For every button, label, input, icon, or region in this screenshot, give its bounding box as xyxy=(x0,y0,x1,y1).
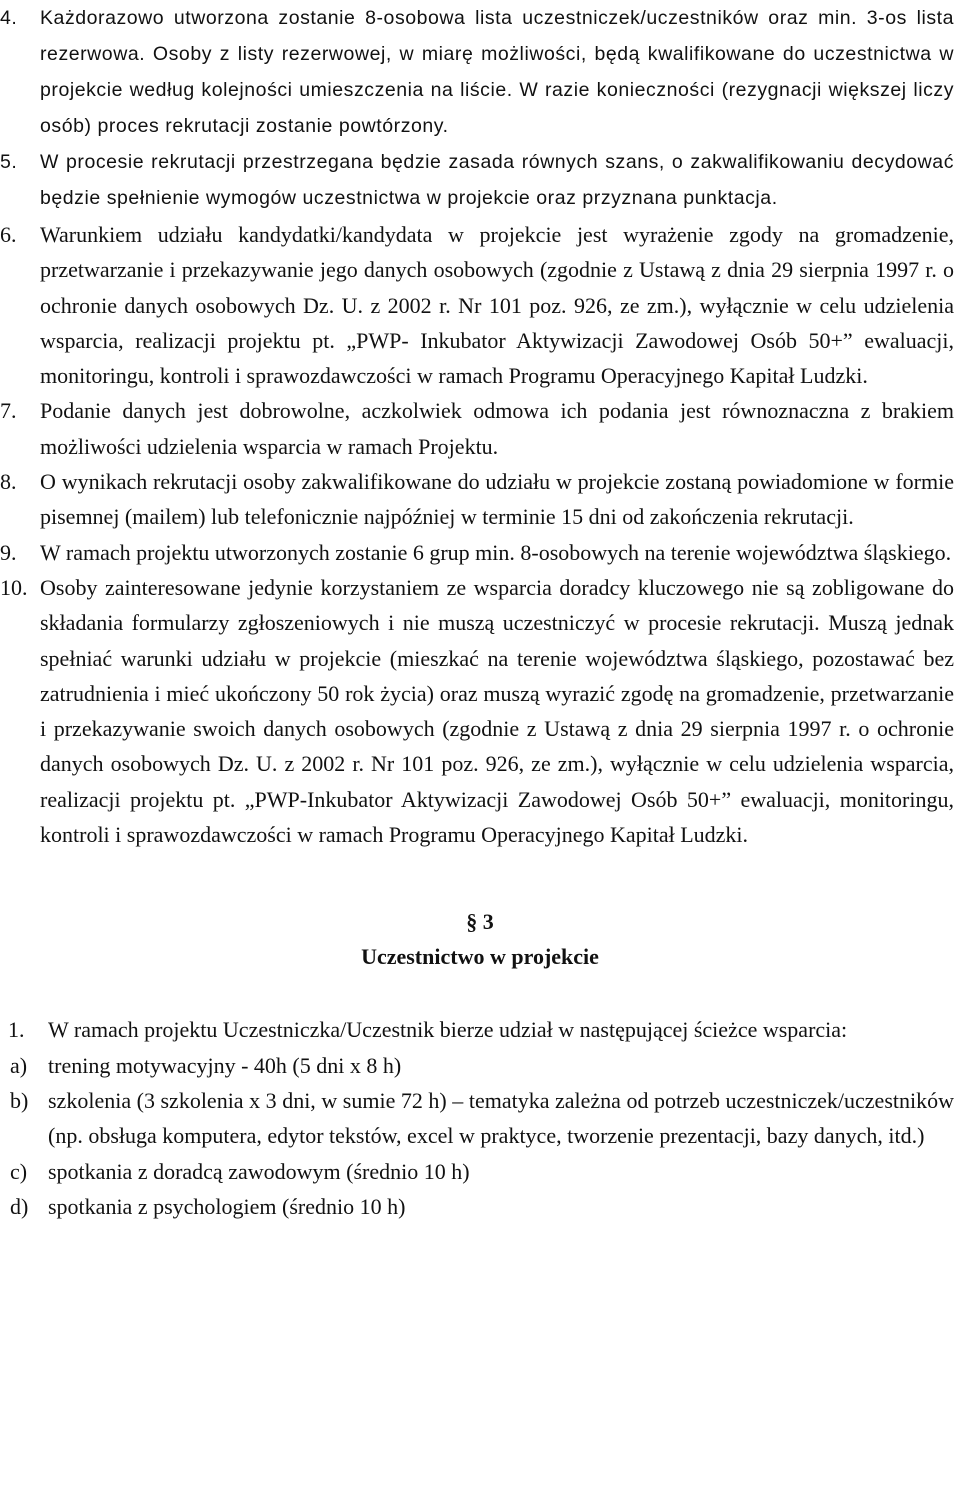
list-item-text: W ramach projektu Uczestniczka/Uczestnik bierze udział w następującej ścieżce wsparcia: xyxy=(48,1017,848,1043)
sub-item-text: spotkania z psychologiem (średnio 10 h) xyxy=(48,1193,406,1219)
list-item-number: 9. xyxy=(0,539,17,565)
list-item-text: Warunkiem udziału kandydatki/kandydata w projekcie jest wyrażenie zgody na gromadzenie, przetwarzanie i przekazywanie jego danych osobowych (zgodnie z Ustawą z dnia 29 sierpnia 1997 r. o ochronie danych osobowych Dz. U. z 2002 r. Nr 101 poz. 926, ze zm.), wyłącznie w celu udzielenia wsparcia, realizacji projektu pt. „PWP- Inkubator Aktywizacji Zawodowej Osób 50+” ewaluacji, monitoringu, kontroli i sprawozdawczości w ramach Programu Operacyjnego Kapitał Ludzki. xyxy=(40,222,954,389)
list-item-number: 1. xyxy=(8,1017,25,1043)
list-item-number: 10. xyxy=(0,574,28,600)
list-item-number: 7. xyxy=(0,398,17,424)
sub-item-b xyxy=(0,1083,960,1154)
list-item-text: Każdorazowo utworzona zostanie 8-osobowa lista uczestniczek/uczestników oraz min. 3-os lista rezerwowa. Osoby z listy rezerwowej, w miarę możliwości, będą kwalifikowane do uczestnictwa w projekcie według kolejności umieszczenia na liście. W razie konieczności (rezygnacji większej liczy osób) proces rekrutacji zostanie powtórzony. xyxy=(40,7,954,137)
list-item-number: 6. xyxy=(0,222,17,247)
sub-item-text: szkolenia (3 szkolenia x 3 dni, w sumie 72 h) – tematyka zależna od potrzeb uczestniczek/uczestników (np. obsługa komputera, edytor tekstów, excel w praktyce, tworzenie prezentacji, bazy danych, itd.) xyxy=(48,1087,954,1149)
list-item xyxy=(0,393,960,464)
sub-item-d xyxy=(0,1189,960,1224)
section-paragraph-sign: § 3 xyxy=(466,909,494,935)
list-item-text: Podanie danych jest dobrowolne, aczkolwiek odmowa ich podania jest równoznaczna z brakiem możliwości udzielenia wsparcia w ramach Projektu. xyxy=(40,398,954,459)
list-item xyxy=(0,464,960,535)
sub-item-letter: c) xyxy=(10,1158,28,1184)
list-item xyxy=(0,0,960,144)
section-title: Uczestnictwo w projekcie xyxy=(361,944,599,970)
list-item-number: 5. xyxy=(0,151,18,173)
sub-item-letter: d) xyxy=(10,1193,29,1219)
section-heading xyxy=(0,904,960,974)
list-item xyxy=(0,144,960,216)
list-item xyxy=(0,535,960,570)
list-item-number: 4. xyxy=(0,7,18,29)
sub-item-a xyxy=(0,1048,960,1083)
section-list xyxy=(0,1012,960,1224)
list-item-text: O wynikach rekrutacji osoby zakwalifikowane do udziału w projekcie zostaną powiadomione w formie pisemnej (mailem) lub telefonicznie najpóźniej w terminie 15 dni od zakończenia rekrutacji. xyxy=(40,469,954,530)
sub-item-letter: a) xyxy=(10,1052,28,1078)
list-item-text: W ramach projektu utworzonych zostanie 6 grup min. 8-osobowych na terenie województwa śląskiego. xyxy=(40,539,952,565)
sub-item-letter: b) xyxy=(10,1087,29,1113)
list-item-text: W procesie rekrutacji przestrzegana będzie zasada równych szans, o zakwalifikowaniu decydować będzie spełnienie wymogów uczestnictwa w projekcie oraz przyznana punktacja. xyxy=(40,151,954,209)
sub-item-text: spotkania z doradcą zawodowym (średnio 10 h) xyxy=(48,1158,470,1184)
sub-item-c xyxy=(0,1154,960,1189)
list-item xyxy=(0,570,960,852)
list-item-number: 8. xyxy=(0,469,17,495)
list-item-text: Osoby zainteresowane jedynie korzystaniem ze wsparcia doradcy kluczowego nie są zobligowane do składania formularzy zgłoszeniowych i nie muszą uczestniczyć w procesie rekrutacji. Muszą jednak spełniać warunki udziału w projekcie (mieszkać na terenie województwa śląskiego, pozostawać bez zatrudnienia i mieć ukończony 50 rok życia) oraz muszą wyrazić zgodę na gromadzenie, przetwarzanie i przekazywanie swoich danych osobowych (zgodnie z Ustawą z dnia 29 sierpnia 1997 r. o ochronie danych osobowych Dz. U. z 2002 r. Nr 101 poz. 926, ze zm.), wyłącznie w celu udzielenia wsparcia, realizacji projektu pt. „PWP-Inkubator Aktywizacji Zawodowej Osób 50+” ewaluacji, monitoringu, kontroli i sprawozdawczości w ramach Programu Operacyjnego Kapitał Ludzki. xyxy=(40,574,954,848)
list-item xyxy=(0,217,960,393)
sub-item-text: trening motywacyjny - 40h (5 dni x 8 h) xyxy=(48,1052,402,1078)
section-intro-item xyxy=(0,1012,960,1047)
